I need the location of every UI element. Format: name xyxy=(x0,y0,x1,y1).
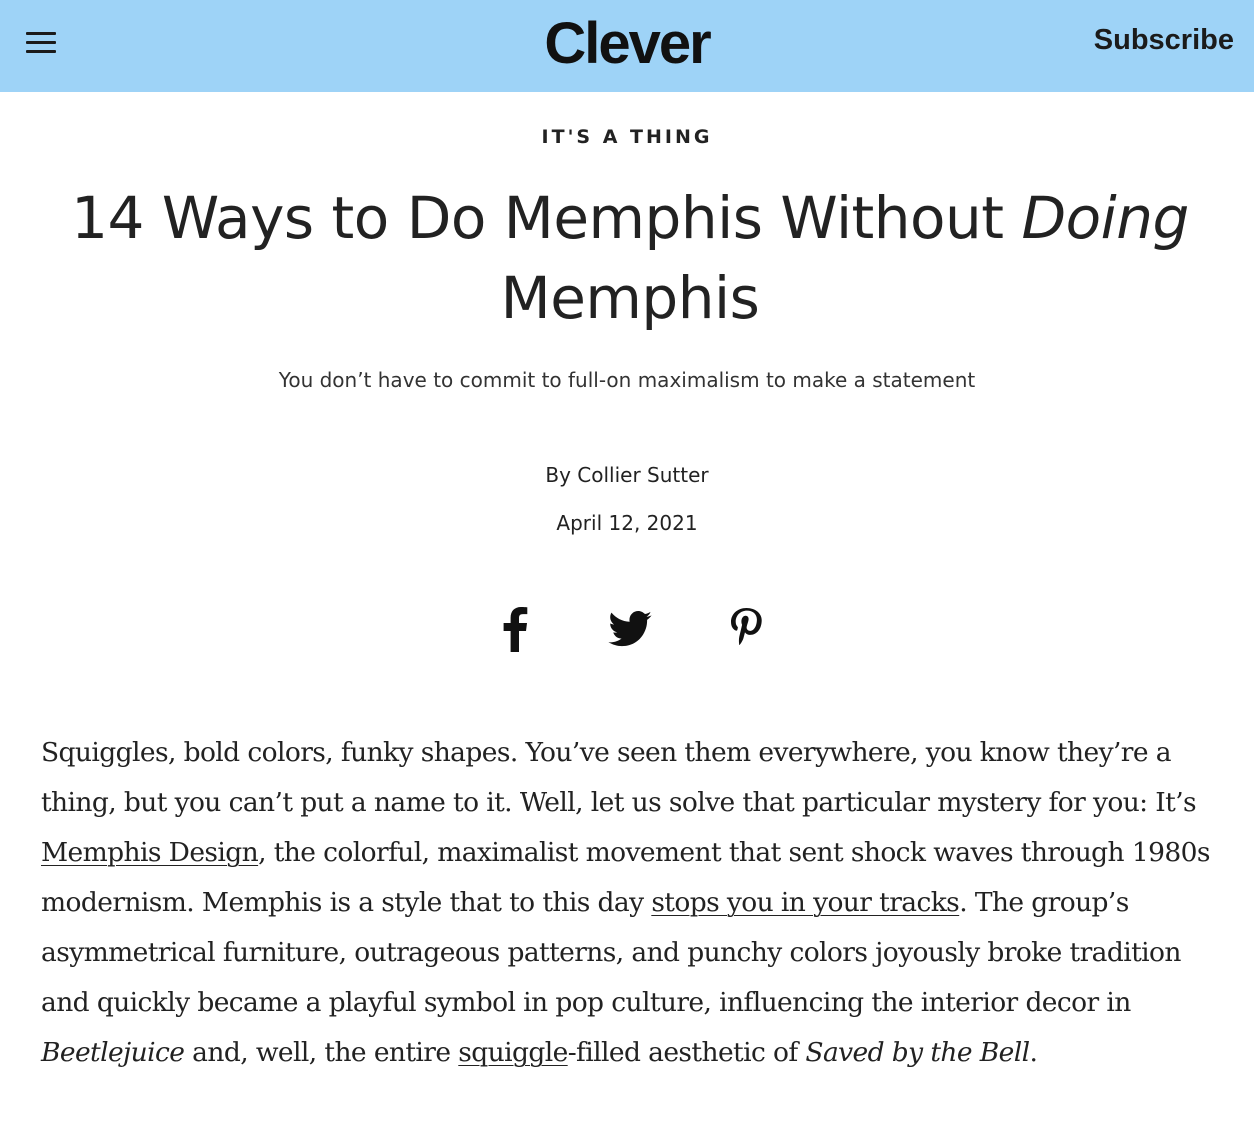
body-text-segment: -filled aesthetic of xyxy=(567,1037,806,1068)
article-body-paragraph xyxy=(41,728,1216,1078)
body-text-segment: . The group’s asymmetrical furniture, outrageous patterns, and punchy colors joyously broke tradition and quickly became a playful symbol in pop culture, influencing the interior decor in xyxy=(41,887,1181,1018)
article-date: April 12, 2021 xyxy=(556,511,698,535)
facebook-icon xyxy=(502,606,528,652)
pinterest-share-button[interactable] xyxy=(721,604,771,654)
subscribe-button[interactable]: Subscribe xyxy=(1093,24,1234,56)
article-title xyxy=(30,178,1230,338)
facebook-share-button[interactable] xyxy=(490,604,540,654)
site-header xyxy=(0,0,1254,92)
article-kicker: IT'S A THING xyxy=(541,126,713,148)
pinterest-icon xyxy=(726,605,766,653)
body-text-segment: . xyxy=(1029,1037,1038,1068)
twitter-icon xyxy=(608,611,652,647)
hamburger-menu-icon[interactable] xyxy=(26,30,56,56)
menu-bar-line xyxy=(26,32,56,35)
menu-bar-line xyxy=(26,41,56,44)
body-text-segment: , the colorful, maximalist movement that sent shock waves through 1980s modernism. Memphis is a style that to this day xyxy=(41,837,1210,918)
site-logo: Clever xyxy=(544,11,710,76)
squiggle-link[interactable]: squiggle xyxy=(458,1037,568,1068)
beetlejuice-title: Beetlejuice xyxy=(41,1037,185,1068)
body-text-segment: and, well, the entire xyxy=(184,1037,459,1068)
title-text-line2: Memphis xyxy=(500,264,760,332)
saved-by-the-bell-title: Saved by the Bell xyxy=(805,1037,1030,1068)
title-italic-text: Doing xyxy=(1021,184,1189,252)
menu-bar-line xyxy=(26,50,56,53)
twitter-share-button[interactable] xyxy=(605,604,655,654)
memphis-design-link[interactable]: Memphis Design xyxy=(41,837,259,868)
title-text: 14 Ways to Do Memphis Without xyxy=(71,184,1004,252)
article-subtitle: You don’t have to commit to full-on maximalism to make a statement xyxy=(278,368,976,392)
body-text-segment: Squiggles, bold colors, funky shapes. You’ve seen them everywhere, you know they’re a thing, but you can’t put a name to it. Well, let us solve that particular mystery for you: It’s xyxy=(41,737,1197,818)
article-byline: By Collier Sutter xyxy=(545,463,709,487)
stops-you-in-your-tracks-link[interactable]: stops you in your tracks xyxy=(651,887,960,918)
